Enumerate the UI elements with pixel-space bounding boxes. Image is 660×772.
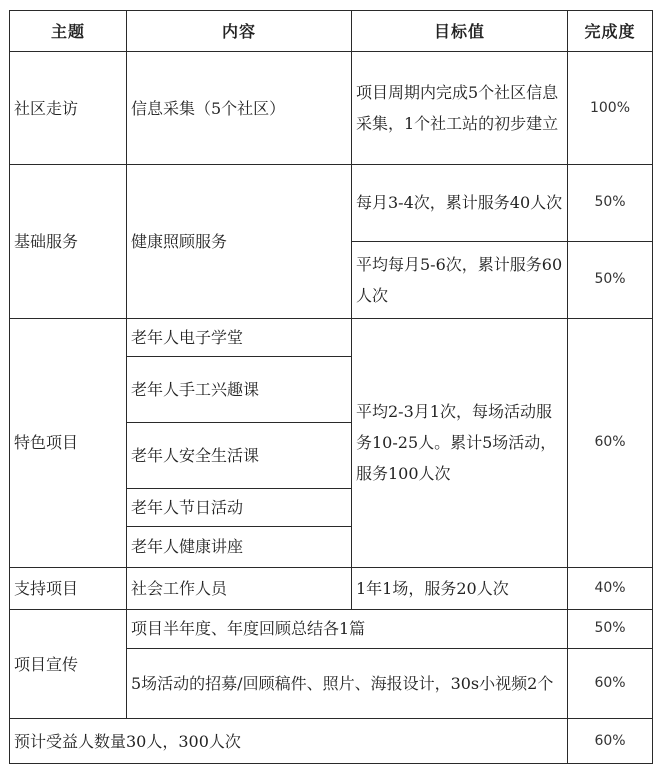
content-cell: 5场活动的招募/回顾稿件、照片、海报设计，30s小视频2个 (127, 648, 568, 719)
header-completion: 完成度 (568, 11, 653, 52)
header-row (10, 11, 653, 52)
table-row (10, 318, 653, 356)
content-cell: 健康照顾服务 (127, 164, 352, 318)
header-topic: 主题 (10, 11, 127, 52)
content-cell: 项目半年度、年度回顾总结各1篇 (127, 610, 568, 648)
completion-cell: 60% (568, 719, 653, 764)
header-target: 目标值 (352, 11, 568, 52)
beneficiaries-cell: 预计受益人数量30人，300人次 (10, 719, 568, 764)
content-cell: 老年人安全生活课 (127, 422, 352, 488)
project-plan-table (9, 10, 653, 764)
content-cell: 老年人手工兴趣课 (127, 357, 352, 423)
topic-cell: 特色项目 (10, 318, 127, 567)
completion-cell: 50% (568, 164, 653, 241)
table-row (10, 610, 653, 648)
content-cell: 老年人节日活动 (127, 488, 352, 526)
completion-cell: 60% (568, 648, 653, 719)
header-content: 内容 (127, 11, 352, 52)
target-cell: 平均2-3月1次，每场活动服务10-25人。累计5场活动，服务100人次 (352, 318, 568, 567)
topic-cell: 支持项目 (10, 567, 127, 610)
completion-cell: 50% (568, 241, 653, 318)
completion-cell: 50% (568, 610, 653, 648)
target-cell: 项目周期内完成5个社区信息采集，1个社工站的初步建立 (352, 52, 568, 164)
table-row (10, 52, 653, 164)
content-cell: 老年人电子学堂 (127, 318, 352, 356)
target-cell: 1年1场，服务20人次 (352, 567, 568, 610)
completion-cell: 100% (568, 52, 653, 164)
target-cell: 平均每月5-6次，累计服务60人次 (352, 241, 568, 318)
content-cell: 信息采集（5个社区） (127, 52, 352, 164)
topic-cell: 项目宣传 (10, 610, 127, 719)
content-cell: 社会工作人员 (127, 567, 352, 610)
completion-cell: 40% (568, 567, 653, 610)
completion-cell: 60% (568, 318, 653, 567)
target-cell: 每月3-4次，累计服务40人次 (352, 164, 568, 241)
content-cell: 老年人健康讲座 (127, 527, 352, 567)
topic-cell: 基础服务 (10, 164, 127, 318)
topic-cell: 社区走访 (10, 52, 127, 164)
table-row (10, 719, 653, 764)
table-row (10, 567, 653, 610)
table-row (10, 164, 653, 241)
